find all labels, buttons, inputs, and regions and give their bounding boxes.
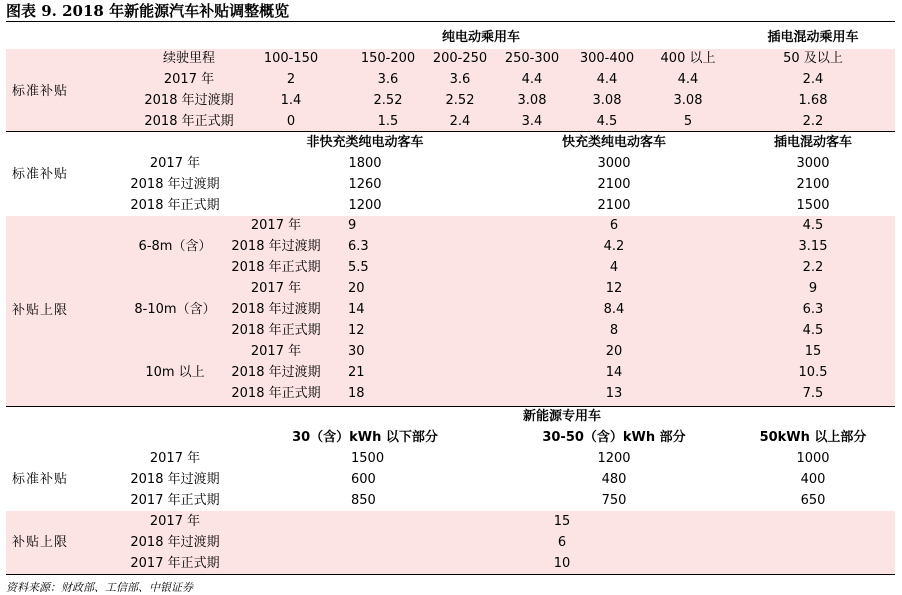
table-cell: 2.52 — [445, 93, 475, 108]
row-label: 2018 年过渡期 — [231, 365, 321, 380]
section-label-standard: 标准补贴 — [12, 472, 69, 487]
table-cell: 10 — [553, 556, 571, 571]
table-cell: 6 — [609, 218, 619, 233]
table-cell: 3.08 — [517, 93, 547, 108]
row-label: 2018 年过渡期 — [130, 472, 220, 487]
row-label: 2017 年 — [163, 72, 215, 87]
table-cell: 1200 — [348, 198, 382, 213]
table-cell: 4.4 — [596, 72, 618, 87]
range-header: 250-300 — [504, 51, 560, 66]
table-cell: 15 — [804, 344, 822, 359]
table-cell: 1.4 — [280, 93, 302, 108]
table-cell: 1800 — [348, 156, 382, 171]
table-cell: 9 — [808, 281, 818, 296]
row-label: 2018 年过渡期 — [144, 93, 234, 108]
table-cell: 8 — [609, 323, 619, 338]
table-cell: 3.08 — [592, 93, 622, 108]
table-cell: 3000 — [796, 156, 830, 171]
range-label: 续驶里程 — [162, 51, 216, 66]
passenger-bev-header: 纯电动乘用车 — [441, 30, 521, 45]
range-header: 200-250 — [432, 51, 488, 66]
table-cell: 2.2 — [802, 260, 824, 275]
bus-header: 非快充类纯电动客车 — [306, 135, 424, 150]
table-cell: 1.68 — [798, 93, 828, 108]
passenger-phev-header: 插电混动乘用车 — [767, 30, 859, 45]
table-cell: 2.2 — [802, 114, 824, 129]
table-cell: 20 — [348, 281, 365, 296]
table-cell: 21 — [348, 365, 365, 380]
row-label: 2017 年 — [149, 156, 201, 171]
row-label: 2017 年 — [250, 344, 302, 359]
table-cell: 3.08 — [673, 93, 703, 108]
rule-top — [6, 21, 895, 22]
table-cell: 650 — [800, 493, 826, 508]
table-cell: 2100 — [597, 177, 631, 192]
section-label-cap: 补贴上限 — [12, 303, 69, 318]
table-cell: 5.5 — [348, 260, 369, 275]
table-cell: 480 — [601, 472, 627, 487]
table-cell: 2 — [286, 72, 296, 87]
table-cell: 12 — [605, 281, 623, 296]
table-cell: 8.4 — [603, 302, 625, 317]
table-cell: 0 — [286, 114, 296, 129]
table-cell: 1500 — [351, 451, 385, 466]
table-cell: 2.4 — [802, 72, 824, 87]
row-label: 2018 年正式期 — [231, 323, 321, 338]
table-title: 图表 9. 2018 年新能源汽车补贴调整概览 — [6, 2, 290, 20]
row-label: 2018 年过渡期 — [231, 239, 321, 254]
range-header: 100-150 — [263, 51, 319, 66]
range-header: 400 以上 — [660, 51, 716, 66]
table-cell: 2.4 — [449, 114, 471, 129]
table-cell: 6.3 — [802, 302, 824, 317]
table-cell: 3.4 — [521, 114, 543, 129]
table-cell: 20 — [605, 344, 623, 359]
table-cell: 12 — [348, 323, 365, 338]
row-label: 2018 年过渡期 — [130, 535, 220, 550]
source-note: 资料来源：财政部、工信部、中银证券 — [6, 581, 193, 594]
table-cell: 5 — [683, 114, 693, 129]
table-cell: 30 — [348, 344, 365, 359]
row-label: 2017 年 — [250, 281, 302, 296]
table-cell: 4.5 — [802, 218, 824, 233]
table-cell: 14 — [605, 365, 623, 380]
table-cell: 4.5 — [802, 323, 824, 338]
table-cell: 850 — [351, 493, 376, 508]
length-label: 8-10m（含） — [134, 302, 216, 317]
special-header: 新能源专用车 — [522, 409, 602, 424]
table-cell: 1200 — [597, 451, 631, 466]
table-cell: 4 — [609, 260, 619, 275]
table-cell: 600 — [351, 472, 376, 487]
table-cell: 2100 — [597, 198, 631, 213]
length-label: 10m 以上 — [145, 365, 205, 380]
row-label: 2018 年正式期 — [231, 386, 321, 401]
table-cell: 3.6 — [377, 72, 399, 87]
bus-header: 插电混动客车 — [773, 135, 853, 150]
range-header: 150-200 — [360, 51, 416, 66]
table-cell: 4.2 — [603, 239, 625, 254]
section-label-standard: 标准补贴 — [12, 84, 69, 99]
table-cell: 2100 — [796, 177, 830, 192]
length-label: 6-8m（含） — [138, 239, 212, 254]
table-cell: 1000 — [796, 451, 830, 466]
table-cell: 18 — [348, 386, 365, 401]
row-label: 2018 年正式期 — [231, 260, 321, 275]
row-label: 2018 年过渡期 — [130, 177, 220, 192]
rule-bottom — [6, 574, 895, 575]
table-cell: 1260 — [348, 177, 382, 192]
row-label: 2017 年正式期 — [130, 493, 220, 508]
table-cell: 3000 — [597, 156, 631, 171]
row-label: 2018 年过渡期 — [231, 302, 321, 317]
section-label-cap: 补贴上限 — [12, 535, 69, 550]
table-cell: 10.5 — [798, 365, 828, 380]
table-cell: 1.5 — [377, 114, 399, 129]
table-cell: 9 — [348, 218, 357, 233]
table-cell: 4.5 — [596, 114, 618, 129]
rule-bus-bottom — [6, 406, 895, 407]
table-cell: 3.6 — [449, 72, 471, 87]
section-label-standard: 标准补贴 — [12, 167, 69, 182]
range-header: 300-400 — [579, 51, 635, 66]
special-subheader: 50kWh 以上部分 — [759, 430, 867, 445]
table-cell: 6.3 — [348, 239, 369, 254]
table-cell: 2.52 — [373, 93, 403, 108]
table-cell: 400 — [800, 472, 826, 487]
table-cell: 3.15 — [798, 239, 828, 254]
table-cell: 4.4 — [677, 72, 699, 87]
table-cell: 7.5 — [802, 386, 824, 401]
table-cell: 14 — [348, 302, 365, 317]
rule-passenger-bottom — [6, 131, 895, 132]
table-cell: 15 — [553, 514, 571, 529]
row-label: 2018 年正式期 — [144, 114, 234, 129]
special-subheader: 30（含）kWh 以下部分 — [292, 430, 438, 445]
row-label: 2017 年 — [149, 451, 201, 466]
bus-header: 快充类纯电动客车 — [561, 135, 667, 150]
row-label: 2018 年正式期 — [130, 198, 220, 213]
special-subheader: 30-50（含）kWh 部分 — [542, 430, 686, 445]
row-label: 2017 年 — [149, 514, 201, 529]
row-label: 2017 年 — [250, 218, 302, 233]
table-cell: 13 — [605, 386, 623, 401]
table-cell: 6 — [557, 535, 567, 550]
range-header: 50 及以上 — [783, 51, 843, 66]
table-cell: 750 — [601, 493, 627, 508]
row-label: 2017 年正式期 — [130, 556, 220, 571]
table-cell: 4.4 — [521, 72, 543, 87]
table-cell: 1500 — [796, 198, 830, 213]
